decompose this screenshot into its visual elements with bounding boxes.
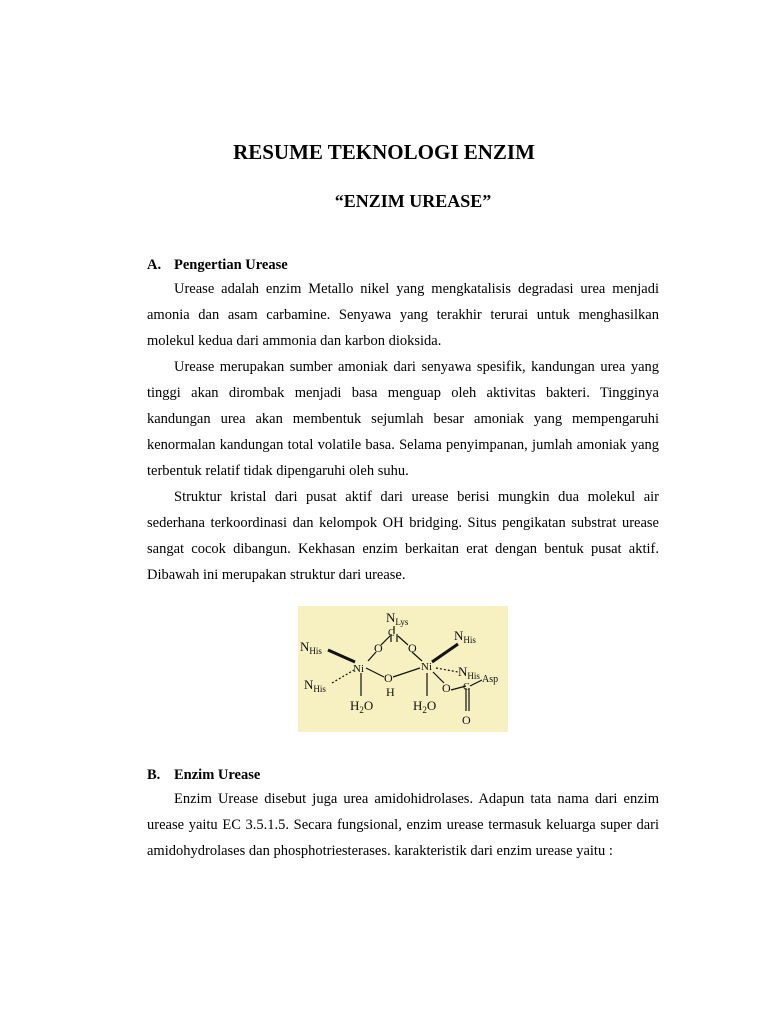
section-b-paragraph-1: Enzim Urease disebut juga urea amidohidrolases. Adapun tata nama dari enzim urease yaitu EC 3.5.1.5. Secara fungsional, enzim urease termasuk keluarga super dari amidohydrolases dan phosphotriesterases. karakteristik dari enzim urease yaitu : [147, 791, 659, 859]
label-n-lys: $N_{Lys}$ [386, 610, 409, 627]
section-a-letter: A. [147, 257, 162, 273]
label-o-left: O [374, 641, 383, 655]
document-subtitle: “ENZIM UREASE” [334, 191, 492, 211]
label-o-carbonyl: O [462, 713, 471, 727]
label-asp: Asp [482, 674, 499, 685]
label-ni-right: Ni [421, 661, 432, 673]
label-water-right: $H_2O$ [413, 698, 437, 715]
label-h-bridge: H [386, 685, 395, 699]
section-a-paragraph-1: Urease adalah enzim Metallo nikel yang mengkatalisis degradasi urea menjadi amonia dan asam carbamine. Senyawa yang terakhir terurai untuk menghasilkan molekul kedua dari ammonia dan karbon dioksida. [147, 281, 659, 349]
label-n-his-top-right: $N_{His}$ [454, 628, 476, 645]
section-b-title: Enzim Urease [174, 767, 261, 783]
document-title: RESUME TEKNOLOGI ENZIM [233, 140, 535, 164]
label-ni-left: Ni [353, 663, 364, 675]
section-a-paragraph-2: Urease merupakan sumber amoniak dari senyawa spesifik, kandungan urea yang tinggi akan dirombak menjadi basa menguap oleh aktivitas bakteri. Tingginya kandungan urea akan membentuk sejumlah besar amoniak yang mempengaruhi kenormalan kandungan total volatile basa. Selama penyimpanan, jumlah amoniak yang terbentuk relatif tidak dipengaruhi oleh suhu. [147, 359, 659, 479]
label-n-his-top-left: $N_{His}$ [300, 639, 322, 656]
label-carbon-asp: C [463, 682, 470, 693]
label-carbon-top: C [388, 628, 395, 639]
section-b-letter: B. [147, 767, 161, 783]
label-o-bridge: O [384, 671, 393, 685]
section-b-heading [147, 765, 260, 785]
label-water-left: $H_2O$ [350, 698, 374, 715]
label-n-his-bottom-left: $N_{His}$ [304, 677, 326, 694]
urease-structure-figure [298, 606, 508, 732]
section-a-paragraph-3: Struktur kristal dari pusat aktif dari urease berisi mungkin dua molekul air sederhana terkoordinasi dan kelompok OH bridging. Situs pengikatan substrat urease sangat cocok dibangun. Kekhasan enzim berkaitan erat dengan bentuk pusat aktif. Dibawah ini merupakan struktur dari urease. [147, 489, 659, 583]
section-a-heading [147, 255, 288, 275]
label-o-right: O [408, 641, 417, 655]
label-o-asp: O [442, 681, 451, 695]
section-a-title: Pengertian Urease [174, 257, 288, 273]
urease-structure-diagram [298, 606, 508, 732]
label-n-his-right: $N_{His}$ [458, 664, 480, 681]
